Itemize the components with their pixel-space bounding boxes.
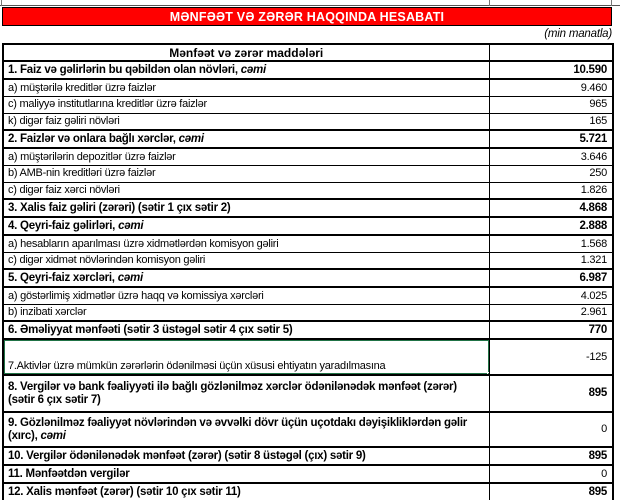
row-label: c) maliyyə institutlarına kreditlər üzrə faizlər: [8, 98, 207, 111]
row-label-cell[interactable]: [3, 483, 489, 500]
row-label: k) digər faiz gəliri növləri: [8, 115, 120, 128]
table-row: [3, 165, 613, 182]
row-value-cell[interactable]: 895: [489, 483, 613, 500]
gridline-tick: [1, 0, 2, 6]
table-row: [3, 148, 613, 165]
row-value-cell[interactable]: 165: [489, 113, 613, 130]
row-value-cell[interactable]: 965: [489, 96, 613, 113]
row-label-cell[interactable]: [3, 465, 489, 483]
gridline-strip: [0, 0, 620, 6]
units-note: (min manatla): [544, 28, 612, 40]
row-label-italic: cəmi: [178, 132, 204, 145]
row-label-cell[interactable]: [3, 113, 489, 130]
table-row: [3, 199, 613, 217]
row-label: c) digər xidmət növlərindən komisyon gəliri: [8, 254, 206, 267]
table-row: [3, 235, 613, 252]
row-label-cell[interactable]: [3, 269, 489, 287]
row-label-cell[interactable]: [3, 321, 489, 339]
row-label: a) müştərilə kreditlər üzrə faizlər: [8, 81, 156, 94]
row-label: 12. Xalis mənfəət (zərər) (sətir 10 çıx sətir 11): [8, 485, 241, 498]
row-label-italic: cəmi: [40, 429, 66, 442]
row-label-cell[interactable]: [3, 447, 489, 465]
row-value-cell[interactable]: 2.961: [489, 304, 613, 321]
row-label-cell[interactable]: [3, 235, 489, 252]
table-row: [3, 217, 613, 235]
row-value-cell[interactable]: 3.646: [489, 148, 613, 165]
table-row: [3, 287, 613, 304]
table-row: [3, 130, 613, 148]
gridline-tick: [489, 0, 490, 6]
row-label: c) digər faiz xərci növləri: [8, 184, 120, 197]
row-label: 7.Aktivlər üzrə mümkün zərərlərin ödənilməsi üçün xüsusi ehtiyatın yaradılmasına: [8, 359, 386, 372]
row-label-cell[interactable]: [3, 96, 489, 113]
row-label: 6. Əməliyyat mənfəəti (sətir 3 üstəgəl sətir 4 çıx sətir 5): [8, 323, 293, 336]
table-row: [3, 465, 613, 483]
table-row: [3, 113, 613, 130]
table-row: [3, 79, 613, 96]
row-label-cell[interactable]: [3, 304, 489, 321]
row-value-cell[interactable]: 1.321: [489, 252, 613, 269]
table-row: [3, 339, 613, 375]
row-label: 4. Qeyri-faiz gəlirləri,: [8, 219, 119, 232]
row-label: 5. Qeyri-faiz xərcləri,: [8, 271, 118, 284]
row-label-italic: cəmi: [117, 271, 143, 284]
row-value-cell[interactable]: 895: [489, 447, 613, 465]
row-label: b) inzibati xərclər: [8, 306, 87, 319]
row-value-cell[interactable]: 770: [489, 321, 613, 339]
row-value-cell[interactable]: 2.888: [489, 217, 613, 235]
table-row: [3, 483, 613, 500]
row-label-cell[interactable]: [3, 217, 489, 235]
row-label: a) göstərlimiş xidmətlər üzrə haqq və komissiya xərcləri: [8, 289, 264, 302]
table-row: [3, 412, 613, 447]
row-label-cell[interactable]: [3, 79, 489, 96]
row-label-cell[interactable]: [3, 375, 489, 412]
table-row: [3, 447, 613, 465]
row-value-cell[interactable]: 6.987: [489, 269, 613, 287]
row-value-cell[interactable]: 895: [489, 375, 613, 412]
row-value-cell[interactable]: 10.590: [489, 61, 613, 79]
row-value-cell[interactable]: 250: [489, 165, 613, 182]
table-header-value-cell[interactable]: [489, 44, 613, 61]
table-row: [3, 321, 613, 339]
row-label: 8. Vergilər və bank fəaliyyəti ilə bağlı gözlənilməz xərclər ödənilənədək mənfəət (zərər) (sətir 6 çıx sətir 7): [8, 380, 457, 406]
table-row: [3, 304, 613, 321]
table-row: [3, 252, 613, 269]
report-table: [2, 43, 614, 500]
row-label-cell[interactable]: [3, 130, 489, 148]
row-label: a) hesabların aparılması üzrə xidmətlərdən komisyon gəliri: [8, 237, 279, 250]
row-value-cell[interactable]: -125: [489, 339, 613, 375]
row-value-cell[interactable]: 4.025: [489, 287, 613, 304]
table-body: [3, 61, 613, 500]
row-label: 11. Mənfəətdən vergilər: [8, 467, 130, 480]
table-row: [3, 269, 613, 287]
row-label-italic: cəmi: [240, 63, 266, 76]
row-label-cell[interactable]: [3, 287, 489, 304]
row-label-cell[interactable]: [3, 412, 489, 447]
fill-handle[interactable]: [487, 372, 490, 375]
row-value-cell[interactable]: 1.568: [489, 235, 613, 252]
header-row: [3, 44, 613, 61]
row-value-cell[interactable]: 4.868: [489, 199, 613, 217]
table-row: [3, 182, 613, 199]
row-label: 9. Gözlənilməz fəaliyyət növlərindən və əvvəlki dövr üçün uçotdakı dəyişikliklərdən gəlir (xırc),: [8, 416, 468, 442]
row-label: 2. Faizlər və onlara bağlı xərclər,: [8, 132, 179, 145]
table-row: [3, 375, 613, 412]
row-label-italic: cəmi: [118, 219, 144, 232]
row-label: b) AMB-nin kreditləri üzrə faizlər: [8, 167, 156, 180]
report-title: MƏNFƏƏT VƏ ZƏRƏR HAQQINDA HESABATI: [169, 9, 445, 24]
row-label-cell[interactable]: [3, 148, 489, 165]
row-label: 1. Faiz və gəlirlərin bu qəbildən olan növləri,: [8, 63, 241, 76]
row-label-cell[interactable]: [3, 199, 489, 217]
row-value-cell[interactable]: 1.826: [489, 182, 613, 199]
table-row: [3, 96, 613, 113]
row-label: a) müştərilərin depozitlər üzrə faizlər: [8, 150, 176, 163]
table-header-label-cell[interactable]: Mənfəət və zərər maddələri: [3, 44, 489, 61]
row-label-cell[interactable]: [3, 252, 489, 269]
row-label-cell[interactable]: [3, 61, 489, 79]
row-value-cell[interactable]: 5.721: [489, 130, 613, 148]
row-label: 3. Xalis faiz gəliri (zərəri) (sətir 1 çıx sətir 2): [8, 201, 231, 214]
row-label-cell[interactable]: [3, 339, 489, 375]
gridline-tick: [611, 0, 612, 6]
table-row: [3, 61, 613, 79]
row-value-cell[interactable]: 0: [489, 465, 613, 483]
report-title-banner: [2, 7, 612, 26]
row-label-cell[interactable]: [3, 182, 489, 199]
row-value-cell[interactable]: 0: [489, 412, 613, 447]
row-label: 10. Vergilər ödənilənədək mənfəət (zərər) (sətir 8 üstəgəl (çıx) sətir 9): [8, 449, 366, 462]
row-value-cell[interactable]: 9.460: [489, 79, 613, 96]
row-label-cell[interactable]: [3, 165, 489, 182]
